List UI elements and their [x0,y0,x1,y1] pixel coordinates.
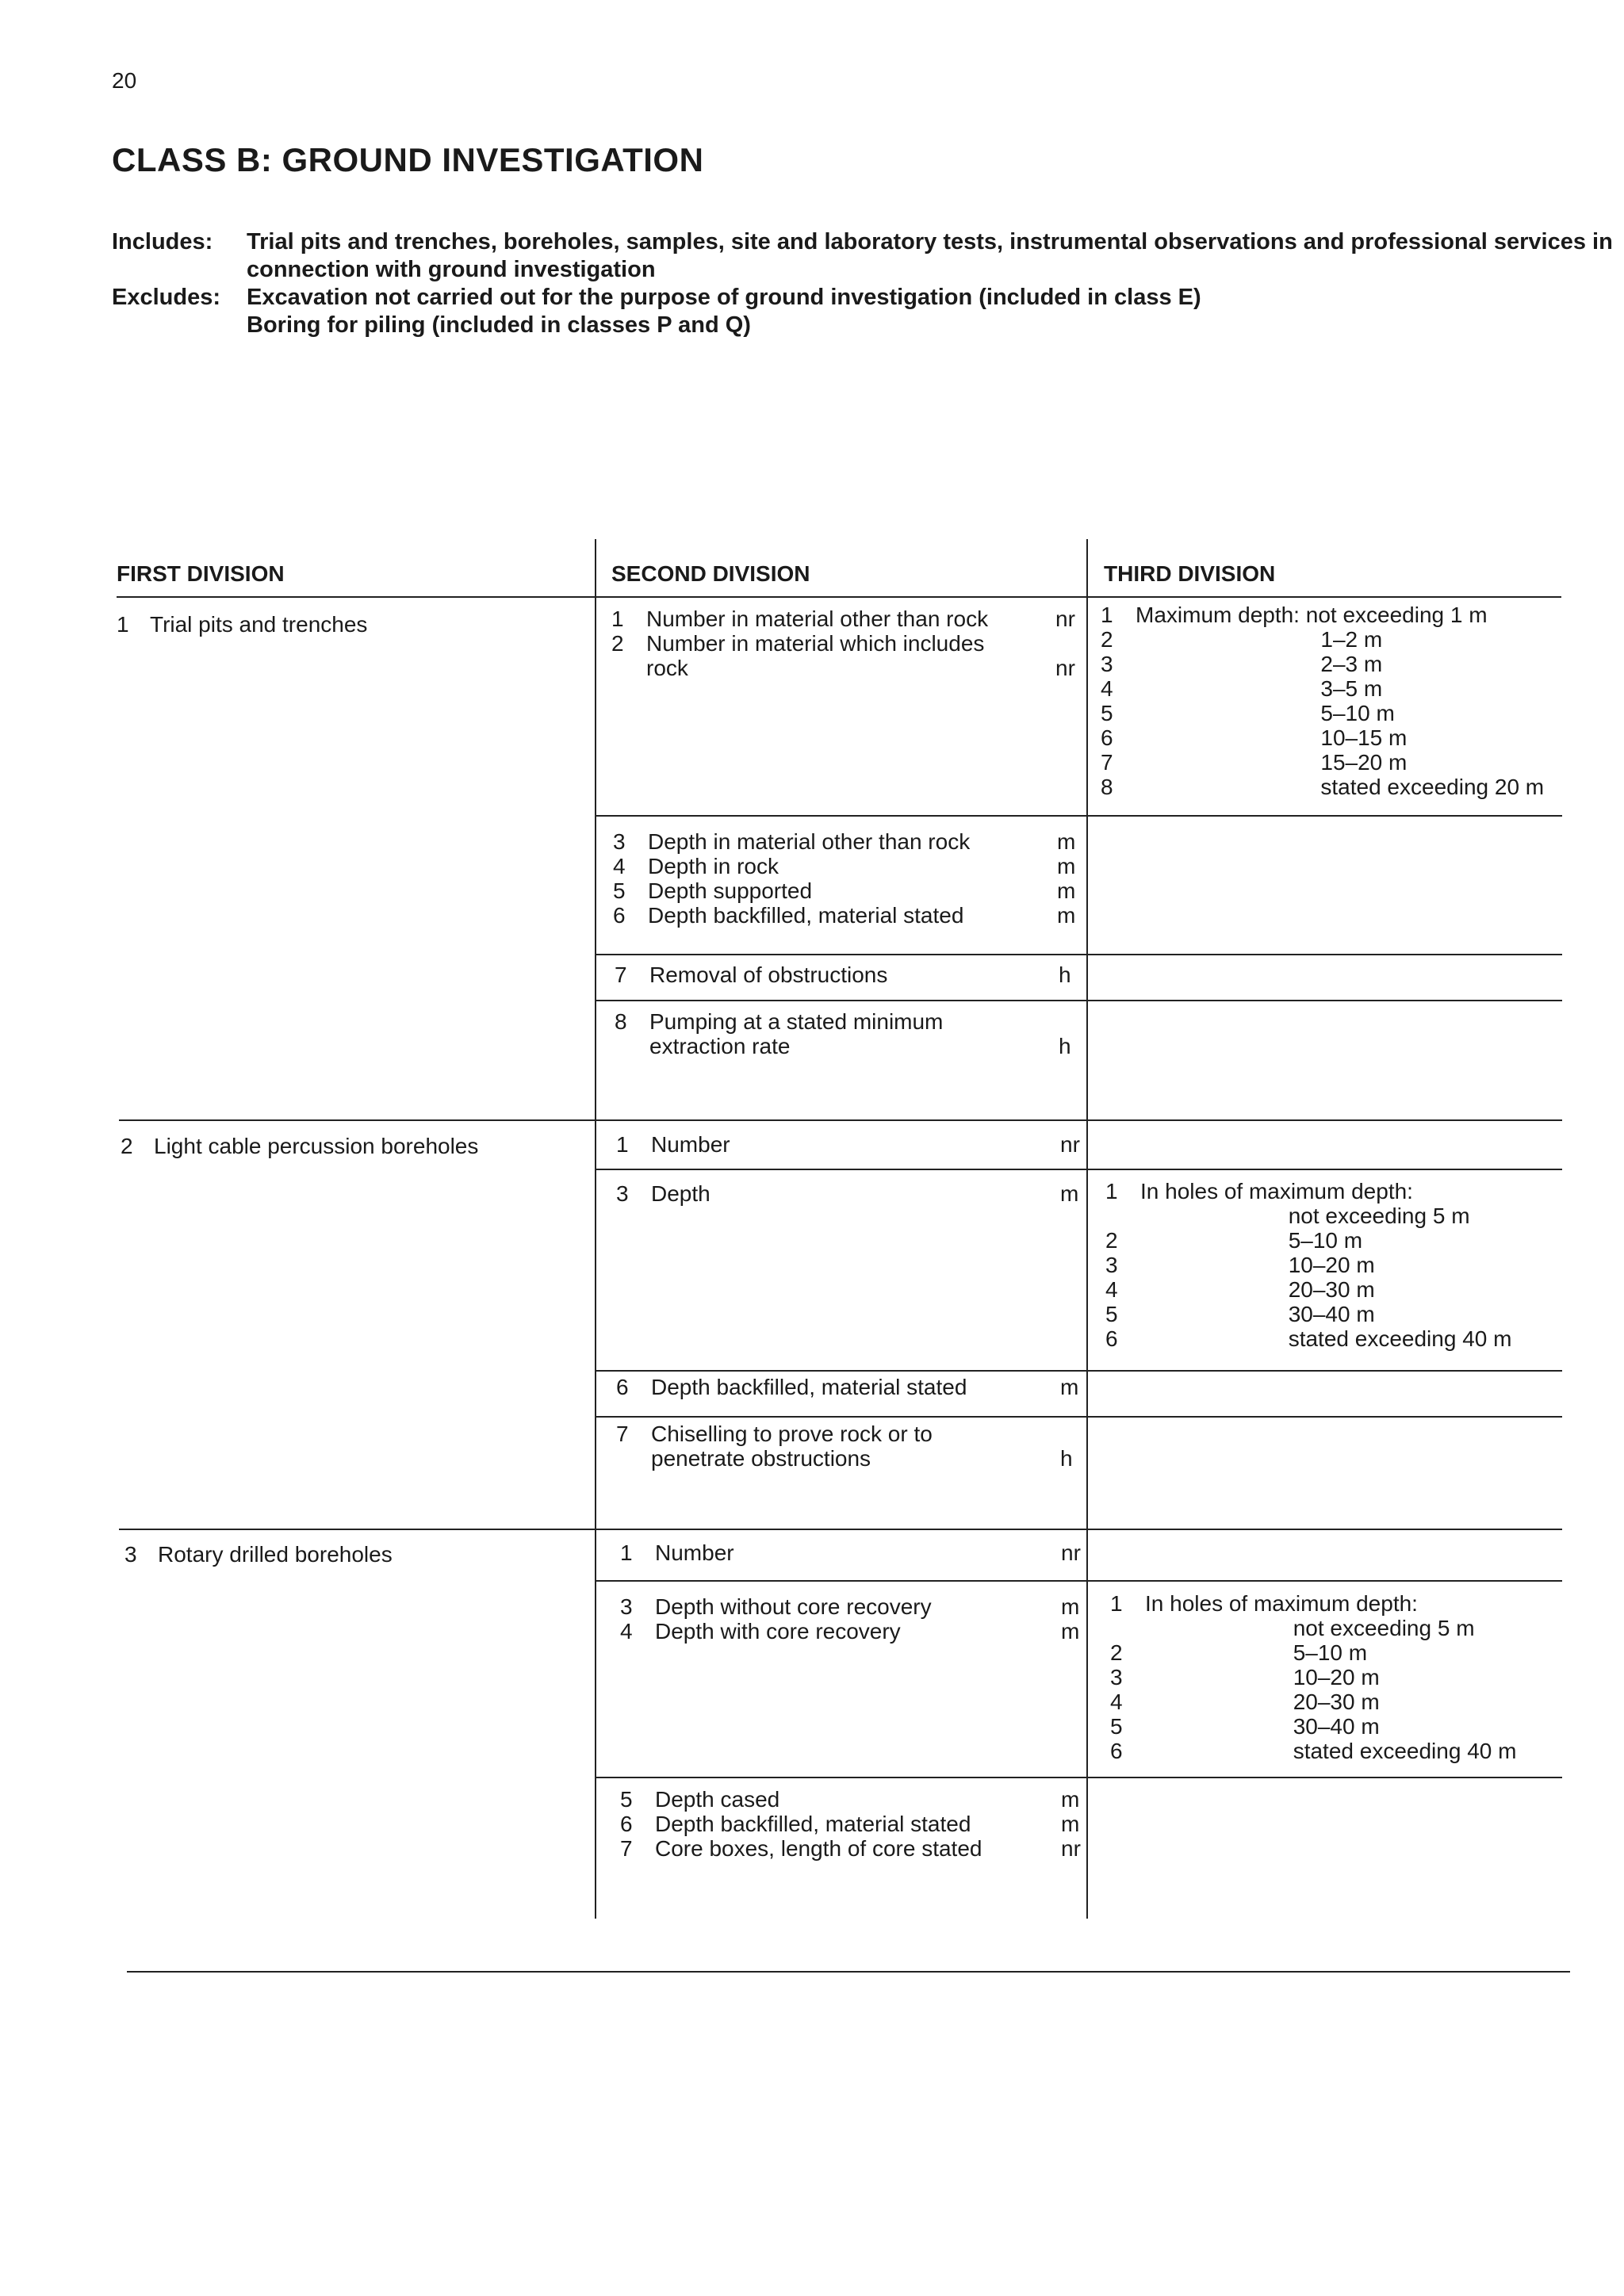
item-unit: nr [1061,1540,1081,1565]
item-number: 4 [620,1619,633,1644]
item-label: Depth backfilled, material stated [648,903,964,928]
page-title: CLASS B: GROUND INVESTIGATION [112,141,704,178]
item-unit: m [1061,1787,1080,1812]
item-label: 1–2 m [1136,627,1383,652]
item-label: 2–3 m [1136,652,1383,676]
item-unit: h [1060,1446,1073,1471]
item-unit: m [1061,1619,1080,1644]
item-number: 5 [1110,1714,1123,1739]
item-label: 20–30 m [1145,1689,1380,1714]
excludes-line-2: Boring for piling (included in classes P and Q) [247,312,751,338]
group-rule [119,1119,1562,1121]
item-number: 2 [611,631,624,656]
item-label: Removal of obstructions [649,962,888,987]
item-number: 2 [1110,1640,1123,1665]
item-label: Depth cased [655,1787,780,1812]
second-division-block [620,1594,1085,1644]
includes-text: Trial pits and trenches, boreholes, samples, site and laboratory tests, instrumental observations and professional services in connection with ground investigation [247,229,1613,282]
item-label: Depth [651,1181,710,1206]
item-number: 3 [616,1181,629,1206]
item-label: 5–10 m [1140,1228,1363,1253]
item-unit: h [1059,1034,1071,1058]
item-label: Maximum depth: not exceeding 1 m [1136,603,1488,627]
second-division-block [615,962,1082,987]
item-number: 1 [1101,603,1113,627]
first-division-item [121,1134,478,1158]
item-unit: m [1061,1812,1080,1836]
item-number: 3 [613,829,626,854]
item-label: 3–5 m [1136,676,1383,701]
item-unit: nr [1061,1836,1081,1861]
item-number: 4 [1110,1689,1123,1714]
item-label: Chiselling to prove rock or to [651,1422,933,1446]
item-row [611,656,1079,680]
excludes-line-1: Excavation not carried out for the purpose of ground investigation (included in class E) [247,285,1201,310]
item-unit: m [1060,1181,1079,1206]
item-number: 5 [613,878,626,903]
item-label: Pumping at a stated minimum [649,1009,944,1034]
item-label: 20–30 m [1140,1277,1375,1302]
row-rule [596,1777,1562,1778]
item-number: 3 [1101,652,1113,676]
item-unit: nr [1055,607,1075,631]
header-second-division: SECOND DIVISION [611,561,810,586]
column-divider-2 [1086,539,1088,1919]
item-label: not exceeding 5 m [1145,1616,1475,1640]
item-number: 3 [1110,1665,1123,1689]
third-division-block [1105,1179,1561,1351]
item-number: 1 [620,1540,633,1565]
item-label: Rotary drilled boreholes [158,1542,393,1567]
item-number: 1 [616,1132,629,1157]
item-label: Depth backfilled, material stated [651,1375,967,1399]
item-label: Number [651,1132,730,1157]
row-rule [596,954,1562,955]
item-label: In holes of maximum depth: [1140,1179,1413,1203]
third-division-block [1110,1591,1562,1763]
item-number: 8 [615,1009,627,1034]
second-division-block [615,1009,1082,1058]
item-label: 10–15 m [1136,725,1408,750]
item-number: 6 [613,903,626,928]
table-bottom-rule [127,1971,1570,1973]
item-label: 10–20 m [1145,1665,1380,1689]
item-number: 5 [1101,701,1113,725]
item-row [611,607,1079,631]
item-label: stated exceeding 40 m [1145,1739,1517,1763]
item-label: Trial pits and trenches [150,612,368,637]
item-number: 7 [615,962,627,987]
item-number: 2 [121,1134,133,1158]
item-label: Number [655,1540,734,1565]
item-number: 7 [616,1422,629,1446]
item-label: stated exceeding 20 m [1136,775,1545,799]
item-row [611,631,1079,656]
column-divider-1 [595,539,596,1919]
item-label: 15–20 m [1136,750,1408,775]
item-label: extraction rate [649,1034,791,1058]
item-number: 7 [1101,750,1113,775]
header-third-division: THIRD DIVISION [1104,561,1276,586]
item-number: 3 [1105,1253,1118,1277]
item-number: 4 [613,854,626,878]
item-number: 6 [1110,1739,1123,1763]
group-rule [119,1529,1562,1530]
item-label: stated exceeding 40 m [1140,1326,1512,1351]
item-number: 2 [1105,1228,1118,1253]
second-division-block [616,1181,1084,1206]
item-number: 6 [1101,725,1113,750]
includes-row [112,228,1613,282]
item-label: In holes of maximum depth: [1145,1591,1418,1616]
item-number: 1 [1110,1591,1123,1616]
excludes-row [112,284,1539,339]
row-rule [596,1580,1562,1582]
item-label: Depth with core recovery [655,1619,901,1644]
third-division-block [1101,603,1561,799]
second-division-block [620,1787,1085,1861]
item-unit: m [1060,1375,1079,1399]
page-number: 20 [112,68,137,93]
row-rule [596,1370,1562,1372]
item-number: 1 [1105,1179,1118,1203]
item-number: 6 [620,1812,633,1836]
first-division-item [117,612,367,637]
item-unit: m [1057,829,1076,854]
item-number: 4 [1105,1277,1118,1302]
item-unit: nr [1060,1132,1080,1157]
item-label: Depth without core recovery [655,1594,932,1619]
item-number: 3 [620,1594,633,1619]
header-first-division: FIRST DIVISION [117,561,285,586]
item-label: Depth supported [648,878,813,903]
item-label: Number in material which includes [646,631,985,656]
second-division-block [613,829,1081,928]
item-label: 30–40 m [1140,1302,1375,1326]
item-unit: m [1061,1594,1080,1619]
item-number: 5 [620,1787,633,1812]
item-number: 5 [1105,1302,1118,1326]
item-label: Depth backfilled, material stated [655,1812,971,1836]
item-label: not exceeding 5 m [1140,1203,1470,1228]
item-label: Depth in rock [648,854,779,878]
item-label: rock [646,656,688,680]
item-label: Depth in material other than rock [648,829,971,854]
row-rule [596,1169,1562,1170]
item-unit: m [1057,878,1076,903]
item-unit: nr [1055,656,1075,680]
item-number: 4 [1101,676,1113,701]
second-division-block [616,1375,1084,1399]
item-number: 1 [117,612,129,637]
includes-label: Includes: [112,229,213,254]
item-number: 1 [611,607,624,631]
excludes-label: Excludes: [112,285,220,310]
item-number: 3 [124,1542,137,1567]
item-number: 6 [616,1375,629,1399]
row-rule [596,1000,1562,1001]
item-number: 6 [1105,1326,1118,1351]
item-unit: h [1059,962,1071,987]
second-division-block [616,1132,1084,1157]
item-number: 2 [1101,627,1113,652]
row-rule [596,815,1562,817]
second-division-block [616,1422,1084,1471]
item-label: Number in material other than rock [646,607,989,631]
item-unit: m [1057,854,1076,878]
second-division-block [611,607,1079,680]
header-rule [117,596,1561,598]
item-label: Light cable percussion boreholes [154,1134,479,1158]
item-label: 5–10 m [1136,701,1395,725]
item-label: 30–40 m [1145,1714,1380,1739]
item-label: penetrate obstructions [651,1446,871,1471]
first-division-item [124,1542,393,1567]
item-label: 5–10 m [1145,1640,1368,1665]
item-label: 10–20 m [1140,1253,1375,1277]
item-unit: m [1057,903,1076,928]
item-number: 8 [1101,775,1113,799]
second-division-block [620,1540,1085,1565]
item-number: 7 [620,1836,633,1861]
row-rule [596,1416,1562,1418]
item-label: Core boxes, length of core stated [655,1836,982,1861]
